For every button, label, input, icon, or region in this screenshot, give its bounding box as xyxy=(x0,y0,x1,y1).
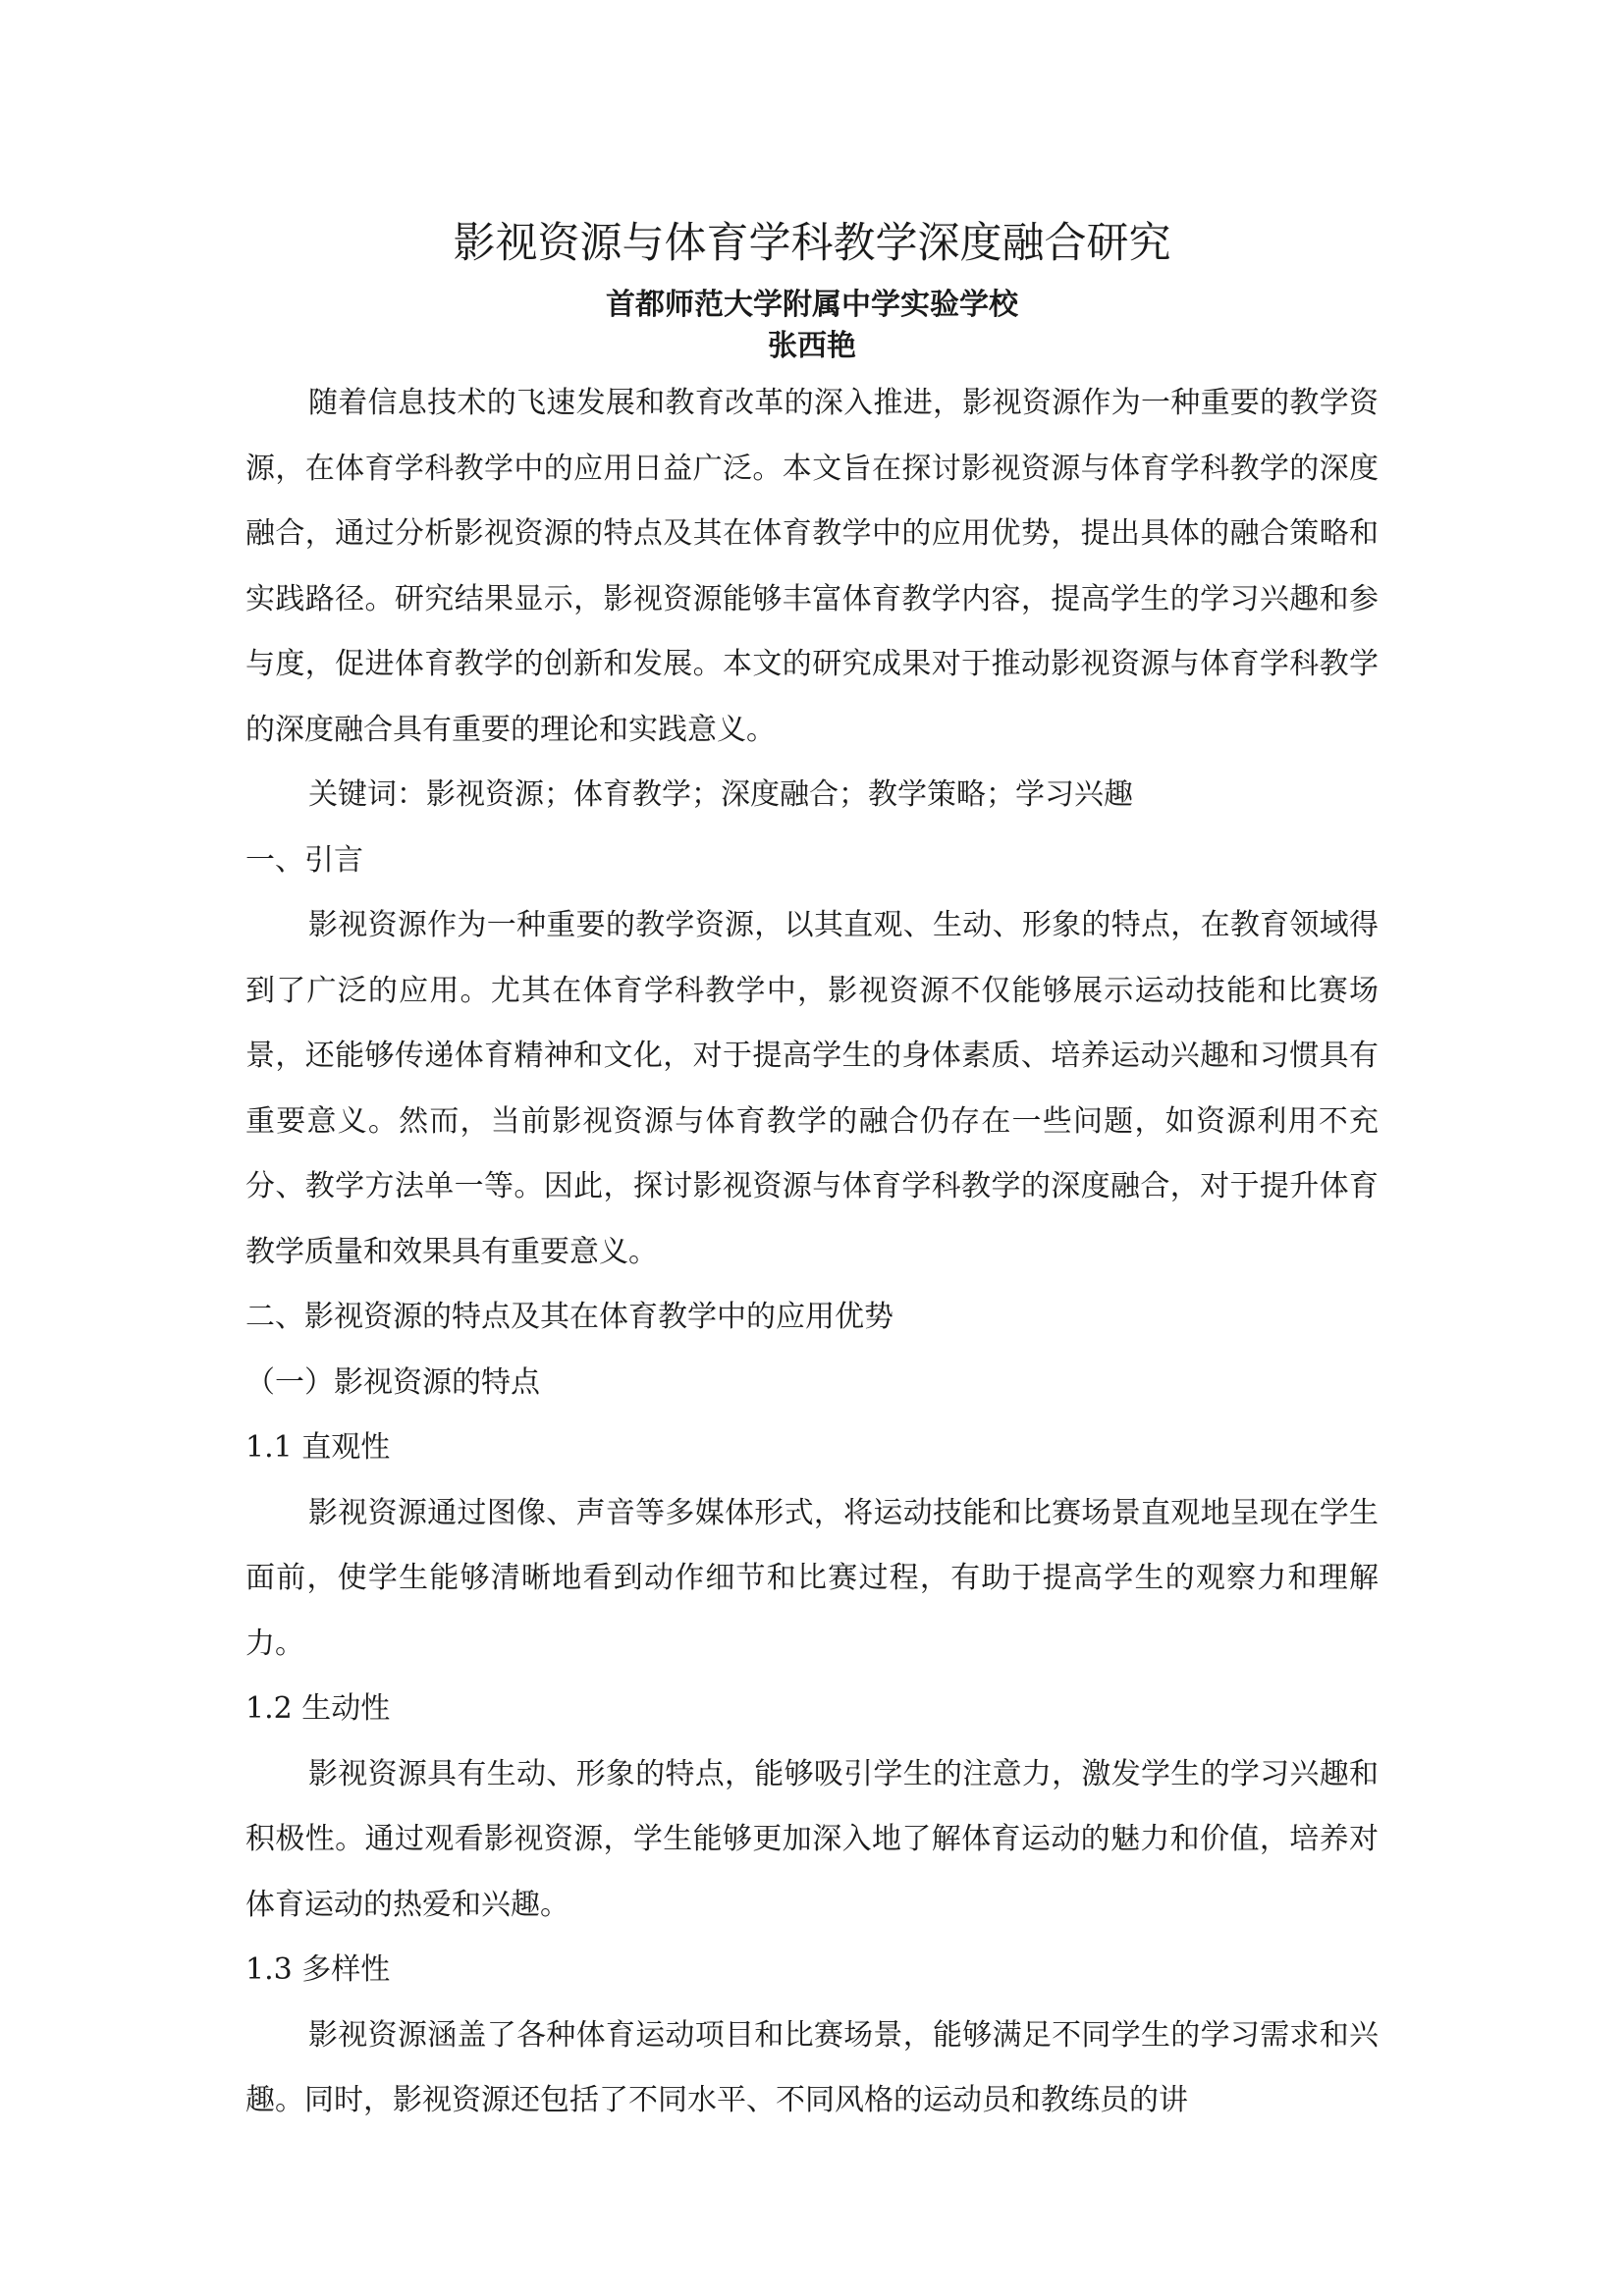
section-heading-introduction: 一、引言 xyxy=(245,842,363,878)
heading-1-3: 1.3 多样性 xyxy=(245,1952,391,1987)
introduction-paragraph: 影视资源作为一种重要的教学资源，以其直观、生动、形象的特点，在教育领域得到了广泛的应用。尤其在体育学科教学中，影视资源不仅能够展示运动技能和比赛场景，还能够传递体育精神和文化，对于提高学生的身体素质、培养运动兴趣和习惯具有重要意义。然而，当前影视资源与体育教学的融合仍存在一些问题，如资源利用不充分、教学方法单一等。因此，探讨影视资源与体育学科教学的深度融合，对于提升体育教学质量和效果具有重要意义。 xyxy=(245,908,1379,1269)
document-body xyxy=(245,371,1379,2134)
heading-1-1: 1.1 直观性 xyxy=(245,1430,391,1465)
keywords-line: 关键词：影视资源；体育教学；深度融合；教学策略；学习兴趣 xyxy=(308,777,1133,812)
paragraph-1-3: 影视资源涵盖了各种体育运动项目和比赛场景，能够满足不同学生的学习需求和兴趣。同时，影视资源还包括了不同水平、不同风格的运动员和教练员的讲 xyxy=(245,2017,1379,2117)
document-title: 影视资源与体育学科教学深度融合研究 xyxy=(453,219,1171,268)
subsection-heading-features: （一）影视资源的特点 xyxy=(245,1364,540,1400)
abstract-paragraph: 随着信息技术的飞速发展和教育改革的深入推进，影视资源作为一种重要的教学资源，在体育学科教学中的应用日益广泛。本文旨在探讨影视资源与体育学科教学的深度融合，通过分析影视资源的特点及其在体育教学中的应用优势，提出具体的融合策略和实践路径。研究结果显示，影视资源能够丰富体育教学内容，提高学生的学习兴趣和参与度，促进体育教学的创新和发展。本文的研究成果对于推动影视资源与体育学科教学的深度融合具有重要的理论和实践意义。 xyxy=(245,386,1379,747)
paragraph-1-2: 影视资源具有生动、形象的特点，能够吸引学生的注意力，激发学生的学习兴趣和积极性。通过观看影视资源，学生能够更加深入地了解体育运动的魅力和价值，培养对体育运动的热爱和兴趣。 xyxy=(245,1756,1379,1922)
author-name: 张西艳 xyxy=(768,329,856,363)
section-heading-features: 二、影视资源的特点及其在体育教学中的应用优势 xyxy=(245,1300,893,1334)
paragraph-1-1: 影视资源通过图像、声音等多媒体形式，将运动技能和比赛场景直观地呈现在学生面前，使学生能够清晰地看到动作细节和比赛过程，有助于提高学生的观察力和理解力。 xyxy=(245,1495,1379,1661)
heading-1-2: 1.2 生动性 xyxy=(245,1691,391,1726)
school-name: 首都师范大学附属中学实验学校 xyxy=(606,288,1018,322)
